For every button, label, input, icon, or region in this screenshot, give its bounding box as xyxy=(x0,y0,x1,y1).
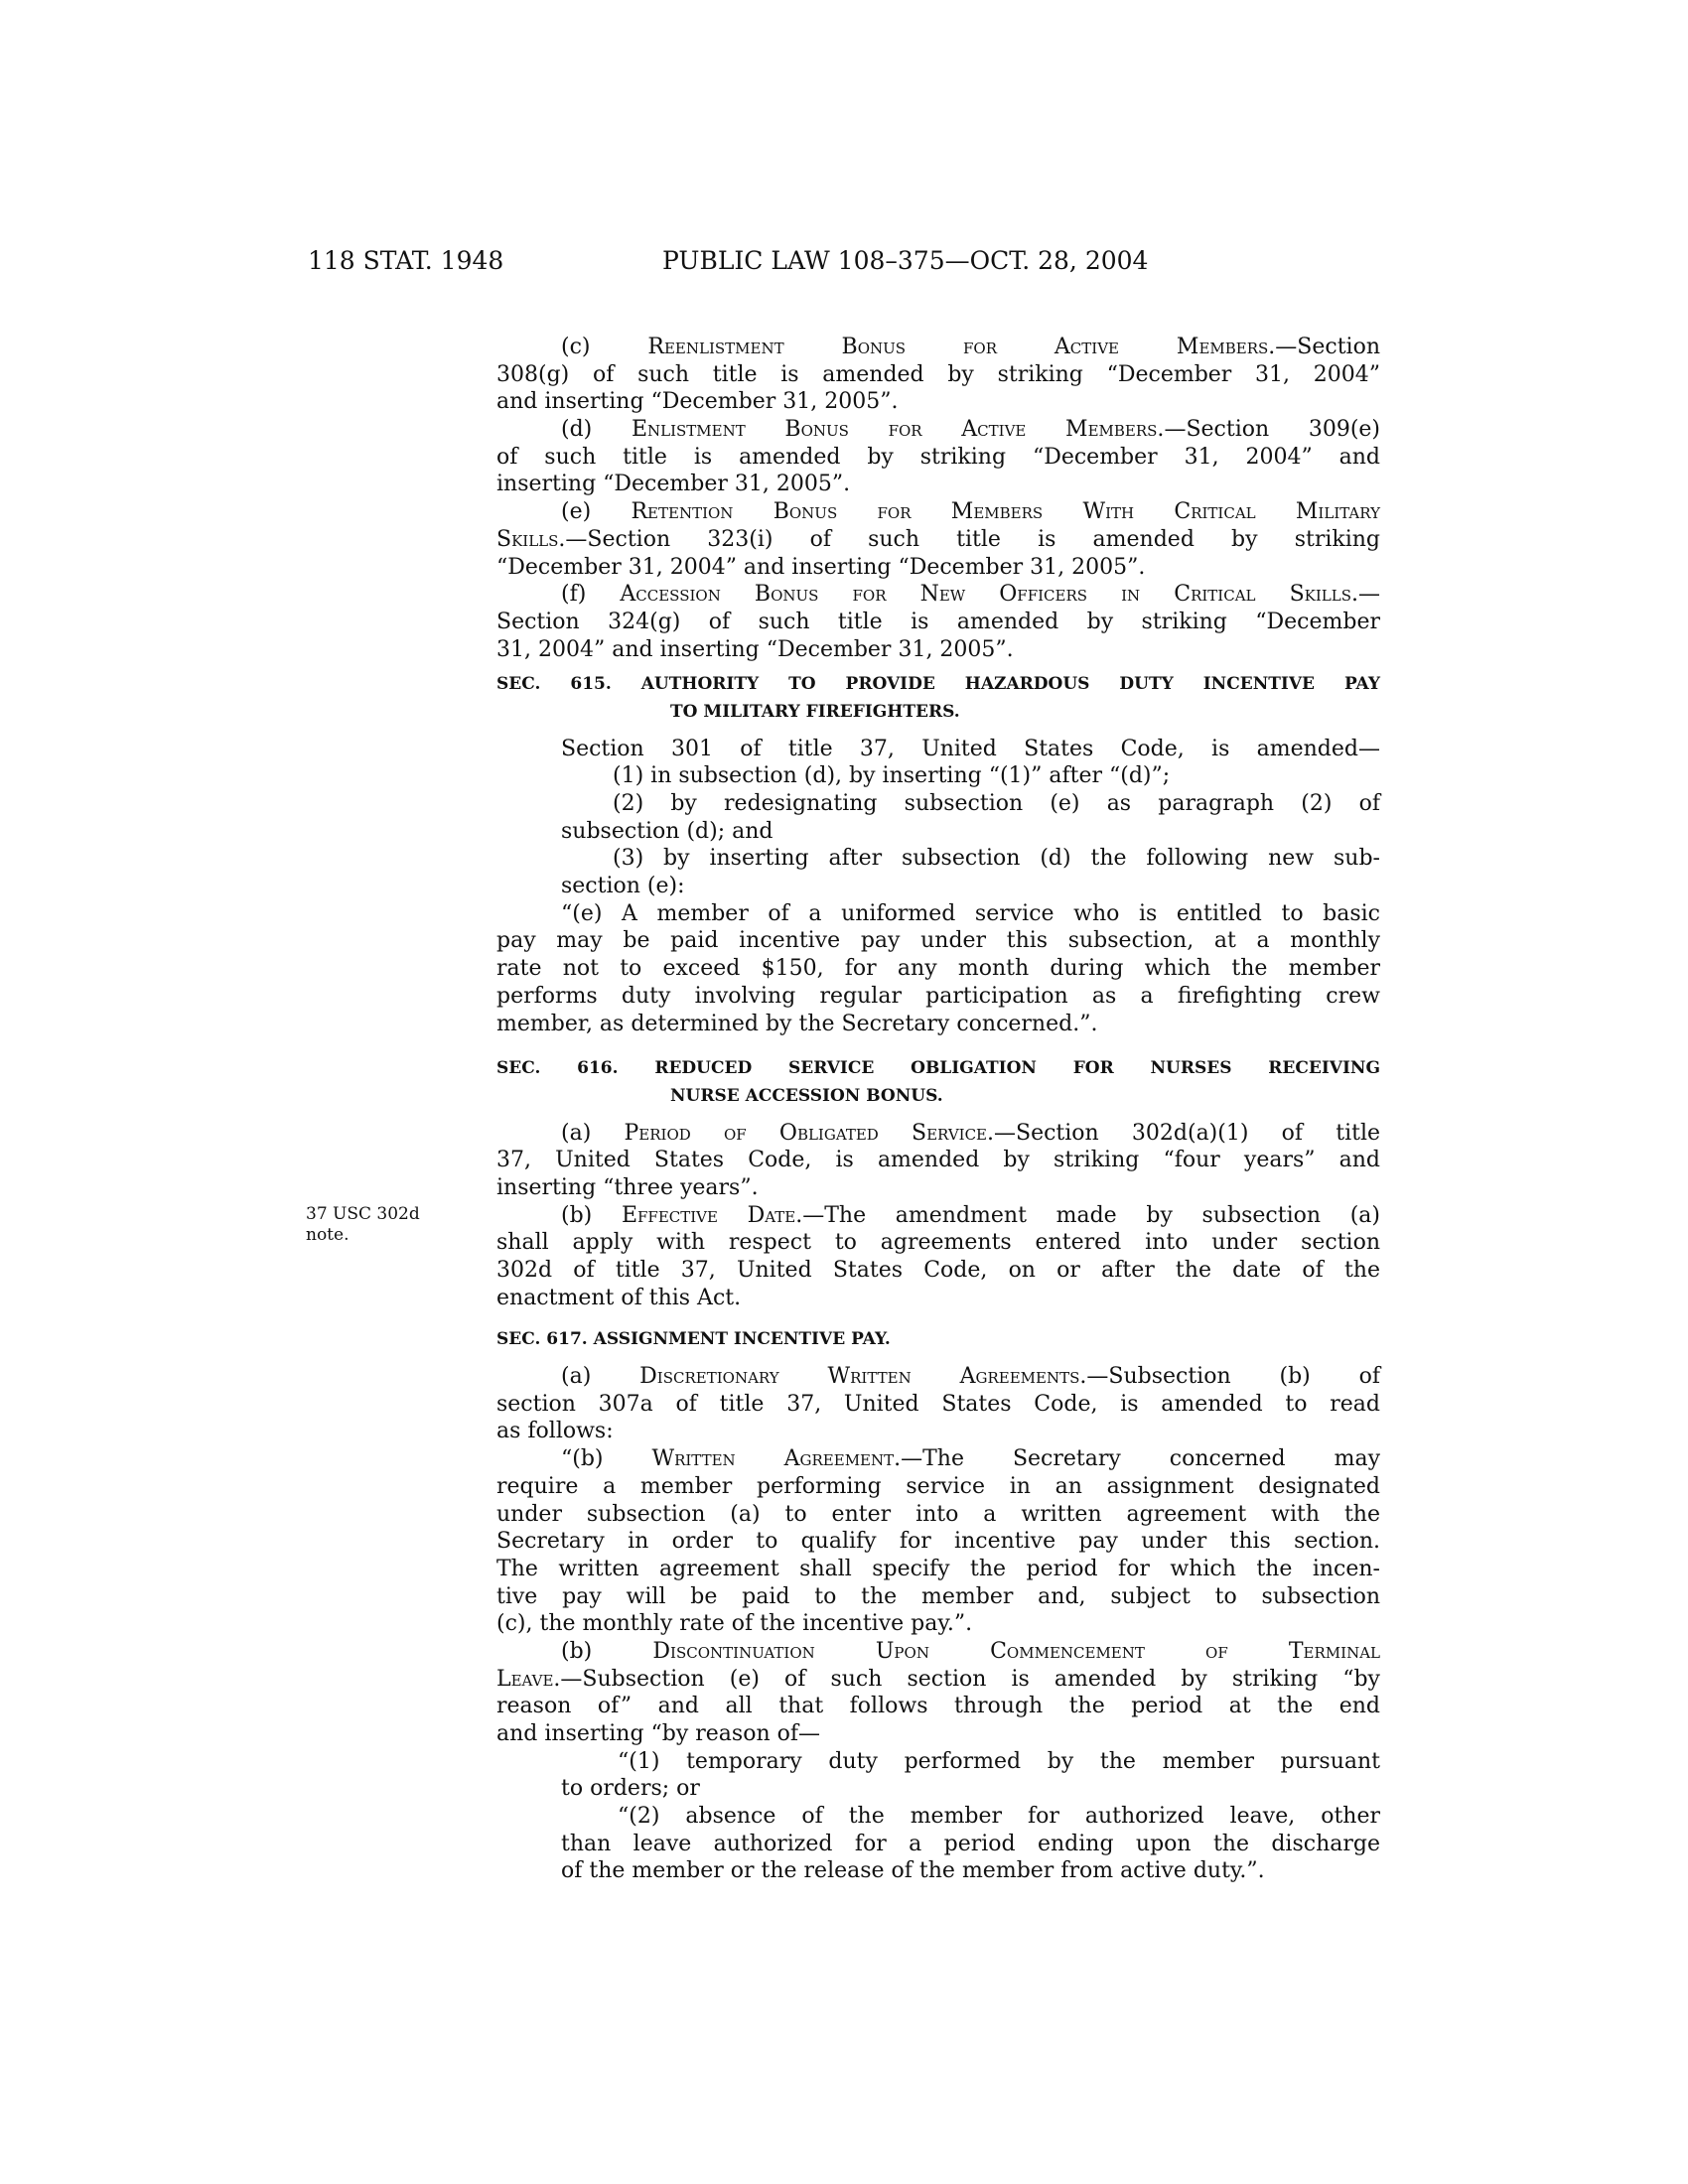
list-item: (2) by redesignating subsection (e) as paragraph (2) of xyxy=(613,791,1380,816)
text-line: 37, United States Code, is amended by striking “four years” and xyxy=(496,1148,1380,1173)
margin-note-line: 37 USC 302d xyxy=(306,1203,420,1224)
subsection-heading: Period of Obligated Service. xyxy=(624,1120,994,1146)
text-line: member, as determined by the Secretary concerned.”. xyxy=(496,1011,1098,1036)
subsection-heading: Effective Date. xyxy=(621,1202,803,1228)
subsection-heading: Reenlistment Bonus for Active Members. xyxy=(647,335,1276,359)
text-line: as follows: xyxy=(496,1419,614,1444)
subsection-a-line xyxy=(496,1363,1380,1391)
list-item: “(2) absence of the member for authorized leave, other xyxy=(618,1804,1380,1830)
text-line: than leave authorized for a period ending upon the discharge xyxy=(561,1831,1380,1856)
list-item: (1) in subsection (d), by inserting “(1)” after “(d)”; xyxy=(613,763,1171,789)
text-line: The written agreement shall specify the period for which the incen- xyxy=(496,1556,1380,1581)
subsection-f-line xyxy=(496,581,1380,609)
text: (e) xyxy=(561,499,632,525)
text-line: of the member or the release of the member from active duty.”. xyxy=(561,1858,1265,1884)
section-615-heading-cont: TO MILITARY FIREFIGHTERS. xyxy=(670,701,960,722)
text: (d) xyxy=(561,417,632,443)
document-body xyxy=(306,334,1381,1885)
list-item: “(1) temporary duty performed by the member pursuant xyxy=(618,1748,1380,1774)
text: “(b) xyxy=(561,1446,652,1472)
subsection-heading: Leave. xyxy=(496,1666,561,1692)
subsection-d-line xyxy=(496,416,1380,444)
text-line: reason of” and all that follows through the period at the end xyxy=(496,1694,1380,1719)
text: —The Secretary concerned may xyxy=(901,1446,1380,1472)
subsection-heading: Skills. xyxy=(496,526,566,552)
subsection-heading: Written Agreement. xyxy=(651,1446,902,1472)
text-line: 308(g) of such title is amended by striking “December 31, 2004” xyxy=(496,361,1380,387)
section-616-heading-cont: NURSE ACCESSION BONUS. xyxy=(670,1085,943,1106)
text-line: section (e): xyxy=(561,874,685,899)
text: —Section 302d(a)(1) of title xyxy=(994,1120,1380,1146)
subsection-a-line xyxy=(496,1120,1380,1148)
text-line: performs duty involving regular participation as a firefighting crew xyxy=(496,983,1380,1009)
text-line: shall apply with respect to agreements entered into under section xyxy=(496,1230,1380,1256)
subsection-heading: Accession Bonus for New Officers in Critical Skills. xyxy=(620,582,1358,608)
subsection-heading: Discretionary Written Agreements. xyxy=(639,1364,1087,1390)
text-line: 31, 2004” and inserting “December 31, 2005”. xyxy=(496,636,1014,662)
text-line: require a member performing service in an assignment designated xyxy=(496,1473,1380,1499)
text: —Section 323(i) of such title is amended by striking xyxy=(565,526,1380,552)
text-line: Section 324(g) of such title is amended by striking “December xyxy=(496,609,1380,634)
text: —The amendment made by subsection (a) xyxy=(802,1202,1380,1228)
text-line: to orders; or xyxy=(561,1776,700,1802)
running-head-title: PUBLIC LAW 108–375—OCT. 28, 2004 xyxy=(662,246,1149,275)
text-line: rate not to exceed $150, for any month during which the member xyxy=(496,956,1380,982)
text-line: Secretary in order to qualify for incentive pay under this section. xyxy=(496,1529,1380,1555)
subsection-c-line xyxy=(496,334,1380,361)
text-line: Section 301 of title 37, United States Code, is amended— xyxy=(561,736,1380,761)
text: (f) xyxy=(561,582,621,608)
text-line: enactment of this Act. xyxy=(496,1285,742,1310)
text-line: pay may be paid incentive pay under this subsection, at a monthly xyxy=(496,928,1380,954)
subsection-heading: Enlistment Bonus for Active Members. xyxy=(631,417,1165,443)
text-line: and inserting “by reason of— xyxy=(496,1721,821,1746)
text-line xyxy=(496,1666,1380,1694)
text: —Section xyxy=(1275,335,1380,359)
section-617-heading: SEC. 617. ASSIGNMENT INCENTIVE PAY. xyxy=(496,1329,891,1350)
subsection-e-line xyxy=(496,498,1380,526)
text: (b) xyxy=(561,1202,622,1228)
section-615-heading: SEC. 615. AUTHORITY TO PROVIDE HAZARDOUS DUTY INCENTIVE PAY xyxy=(496,674,1380,695)
text: — xyxy=(1357,582,1380,608)
text: (c) xyxy=(561,335,648,359)
subsection-heading: Retention Bonus for Members With Critical Military xyxy=(631,499,1380,525)
text-line: inserting “December 31, 2005”. xyxy=(496,472,851,497)
section-616-heading: SEC. 616. REDUCED SERVICE OBLIGATION FOR NURSES RECEIVING xyxy=(496,1058,1380,1079)
text: —Subsection (e) of such section is amended by striking “by xyxy=(560,1666,1380,1692)
text: (a) xyxy=(561,1364,640,1390)
text: (a) xyxy=(561,1120,625,1146)
margin-note-line: note. xyxy=(306,1224,350,1245)
quoted-text-line: “(e) A member of a uniformed service who is entitled to basic xyxy=(561,900,1380,926)
text-line xyxy=(496,526,1380,554)
text-line: (c), the monthly rate of the incentive pay.”. xyxy=(496,1611,973,1637)
text-line: section 307a of title 37, United States Code, is amended to read xyxy=(496,1391,1380,1417)
stat-page-number: 118 STAT. 1948 xyxy=(308,246,504,275)
text: (b) xyxy=(561,1638,653,1664)
subsection-heading: Discontinuation Upon Commencement of Terminal xyxy=(652,1638,1381,1664)
list-item: (3) by inserting after subsection (d) the following new sub- xyxy=(613,846,1380,872)
quoted-subsection-b-line xyxy=(496,1445,1380,1473)
text: —Section 309(e) xyxy=(1164,417,1381,443)
text-line: inserting “three years”. xyxy=(496,1174,759,1200)
text-line: tive pay will be paid to the member and, subject to subsection xyxy=(496,1583,1380,1609)
subsection-b-line xyxy=(496,1638,1380,1666)
text-line: 302d of title 37, United States Code, on or after the date of the xyxy=(496,1258,1380,1283)
margin-note xyxy=(306,1204,420,1246)
text-line: “December 31, 2004” and inserting “December 31, 2005”. xyxy=(496,554,1146,580)
text-line: subsection (d); and xyxy=(561,818,774,844)
text-line: under subsection (a) to enter into a written agreement with the xyxy=(496,1501,1380,1527)
text: —Subsection (b) of xyxy=(1086,1364,1381,1390)
text-line: of such title is amended by striking “December 31, 2004” and xyxy=(496,444,1380,470)
text-line: and inserting “December 31, 2005”. xyxy=(496,389,899,415)
